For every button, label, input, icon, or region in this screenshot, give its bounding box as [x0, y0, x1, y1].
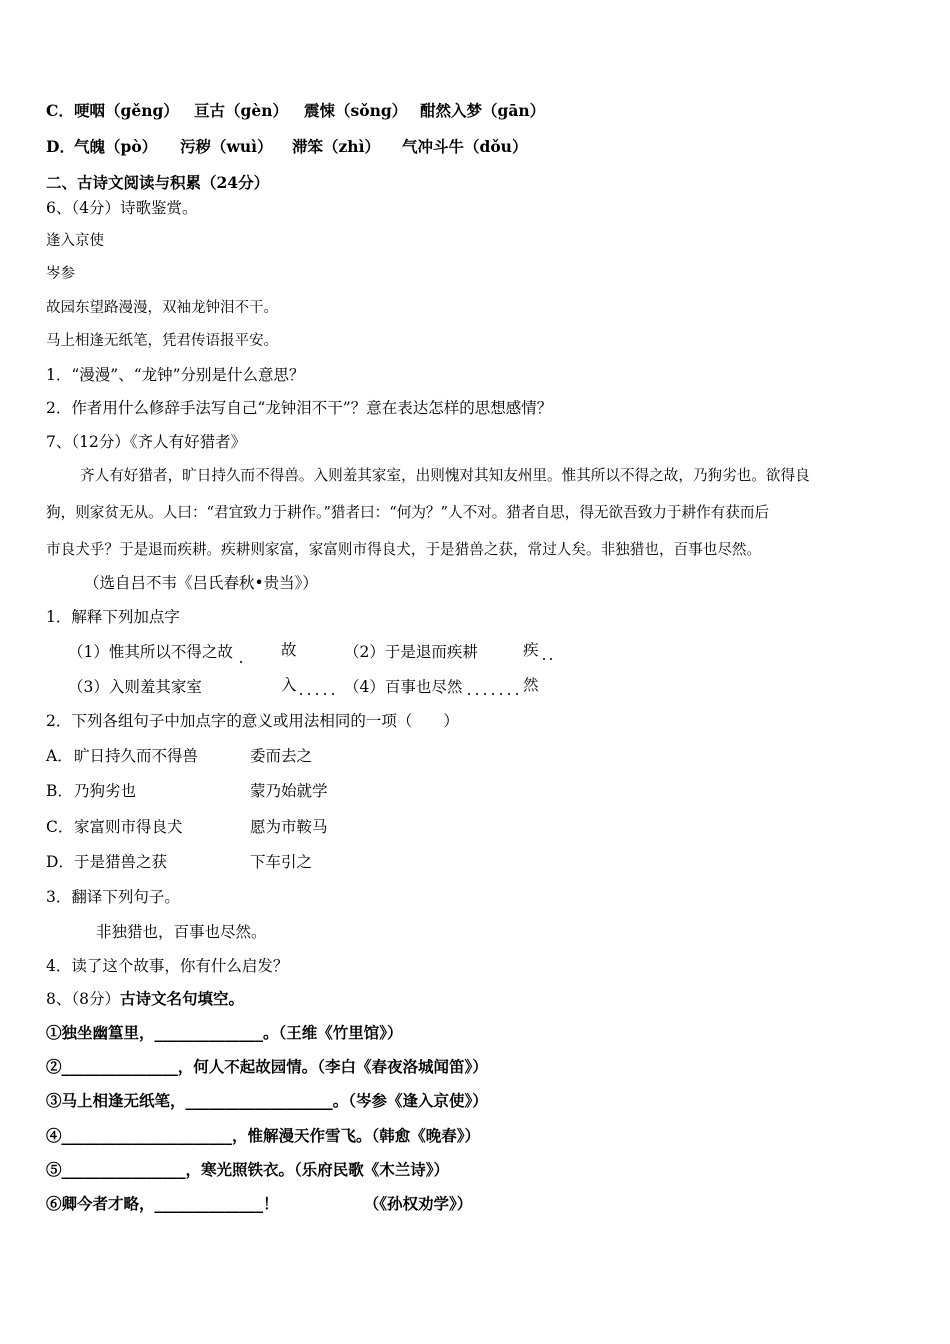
- q7-word-4-sentence: （4）百事也尽然: [344, 678, 463, 696]
- q7-source: （选自吕不韦《吕氏春秋•贵当》）: [84, 574, 318, 592]
- mc-option-d-item-1: 气魄（pò）: [74, 137, 158, 156]
- mc-option-d-item-3: 滞笨（zhì）: [292, 137, 380, 156]
- emphasis-dot: [508, 693, 510, 695]
- q6-stem: 6、（4分）诗歌鉴赏。: [46, 199, 198, 217]
- mc-option-d-item-2: 污秽（wuì）: [180, 137, 273, 156]
- q7-word-2-sentence: （2）于是退而疾耕: [344, 643, 478, 661]
- q7-option-a-label: A．: [46, 747, 73, 765]
- mc-option-d-label: D．: [46, 137, 75, 156]
- q7-option-c-label: C．: [46, 818, 74, 836]
- q7-word-3-sentence: （3）入则羞其家室: [68, 678, 202, 696]
- q7-option-b-right: 蒙乃始就学: [250, 782, 328, 800]
- mc-option-c-item-1: 哽咽（gěng）: [74, 101, 179, 120]
- mc-option-c-label: C．: [46, 101, 74, 120]
- emphasis-dot: [240, 661, 242, 663]
- q7-word-4: 然: [523, 676, 539, 694]
- q8-stem: [46, 988, 244, 1010]
- emphasis-dot: [324, 693, 326, 695]
- q7-option-b-label: B．: [46, 782, 73, 800]
- q8-item-4: ④______________________，惟解漫天作雪飞。（韩愈《晚春》）: [46, 1126, 481, 1145]
- q7-option-d-left: 于是猎兽之获: [74, 853, 168, 871]
- q7-word-1-sentence: （1）惟其所以不得之故: [68, 643, 233, 661]
- q8-item-2: ②_______________，何人不起故园情。（李白《春夜洛城闻笛》）: [46, 1057, 488, 1076]
- emphasis-dot: [332, 693, 334, 695]
- q7-word-3: 入: [281, 676, 297, 694]
- q7-subquestion-3-sentence: 非独猎也，百事也尽然。: [96, 923, 267, 941]
- emphasis-dot: [543, 658, 545, 660]
- q7-stem: 7、（12分）《齐人有好猎者》: [46, 433, 247, 451]
- q7-option-d-label: D．: [46, 853, 74, 871]
- q7-passage-line-2: 狗，则家贫无从。人曰：“君宜致力于耕作。”猎者曰：“何为？”人不对。猎者自思，得无欲吾致力于耕作有获而后: [46, 504, 770, 521]
- q7-passage-line-3: 市良犬乎？于是退而疾耕。疾耕则家富，家富则市得良犬，于是猎兽之获，常过人矣。非独猎也，百事也尽然。: [46, 541, 762, 558]
- mc-option-c: [46, 100, 646, 122]
- emphasis-dot: [516, 693, 518, 695]
- q8-item-1: ①独坐幽篁里，______________。（王维《竹里馆》）: [46, 1023, 403, 1042]
- emphasis-dot: [316, 693, 318, 695]
- emphasis-dot: [476, 693, 478, 695]
- q8-item-5: ⑤________________，寒光照铁衣。（乐府民歌《木兰诗》）: [46, 1160, 450, 1179]
- q7-option-d-right: 下车引之: [250, 853, 313, 871]
- emphasis-dot: [500, 693, 502, 695]
- q7-subquestion-4: 4．读了这个故事，你有什么启发？: [46, 957, 289, 975]
- q7-word-2: 疾: [523, 641, 539, 659]
- q7-passage-line-1: 齐人有好猎者，旷日持久而不得兽。入则羞其家室，出则愧对其知友州里。惟其所以不得之故，乃狗劣也。欲得良: [80, 467, 810, 484]
- mc-option-c-item-4: 酣然入梦（gān）: [420, 101, 546, 120]
- q8-item-6: ⑥卿今者才略，______________！ （《孙权劝学》）: [46, 1194, 473, 1213]
- q7-option-b-left: 乃狗劣也: [74, 782, 137, 800]
- mc-option-d-item-4: 气冲斗牛（dǒu）: [402, 137, 528, 156]
- q8-item-3: ③马上相逢无纸笔，___________________。（岑参《逢入京使》）: [46, 1091, 488, 1110]
- emphasis-dot: [550, 658, 552, 660]
- mc-option-c-item-2: 亘古（gèn）: [194, 101, 288, 120]
- q7-option-c-right: 愿为市鞍马: [250, 818, 328, 836]
- emphasis-dot: [468, 693, 470, 695]
- q7-option-c-left: 家富则市得良犬: [74, 818, 183, 836]
- q6-poem-title: 逢入京使: [46, 233, 104, 249]
- q6-poem-line-2: 马上相逢无纸笔，凭君传语报平安。: [46, 333, 278, 349]
- q7-subquestion-1: 1．解释下列加点字: [46, 608, 180, 626]
- q6-subquestion-2: 2．作者用什么修辞手法写自己“龙钟泪不干”？意在表达怎样的思想感情？: [46, 399, 553, 417]
- emphasis-dot: [308, 693, 310, 695]
- section-heading: 二、古诗文阅读与积累（24分）: [46, 173, 270, 192]
- mc-option-d: [46, 136, 646, 158]
- mc-option-c-item-3: 震悚（sǒng）: [304, 101, 408, 120]
- emphasis-dot: [300, 693, 302, 695]
- q7-option-a-left: 旷日持久而不得兽: [74, 747, 199, 765]
- q7-word-1: 故: [281, 641, 297, 659]
- q6-subquestion-1: 1．“漫漫”、“龙钟”分别是什么意思？: [46, 366, 305, 384]
- emphasis-dot: [484, 693, 486, 695]
- q8-stem-title: 古诗文名句填空。: [119, 989, 244, 1008]
- q7-subquestion-3: 3．翻译下列句子。: [46, 888, 180, 906]
- q8-stem-prefix: 8、（8分）: [46, 990, 120, 1008]
- q6-poem-line-1: 故园东望路漫漫，双袖龙钟泪不干。: [46, 300, 278, 316]
- q7-subquestion-2: 2．下列各组句子中加点字的意义或用法相同的一项（ ）: [46, 712, 459, 730]
- q6-poet: 岑参: [46, 266, 75, 282]
- q7-option-a-right: 委而去之: [250, 747, 313, 765]
- emphasis-dot: [492, 693, 494, 695]
